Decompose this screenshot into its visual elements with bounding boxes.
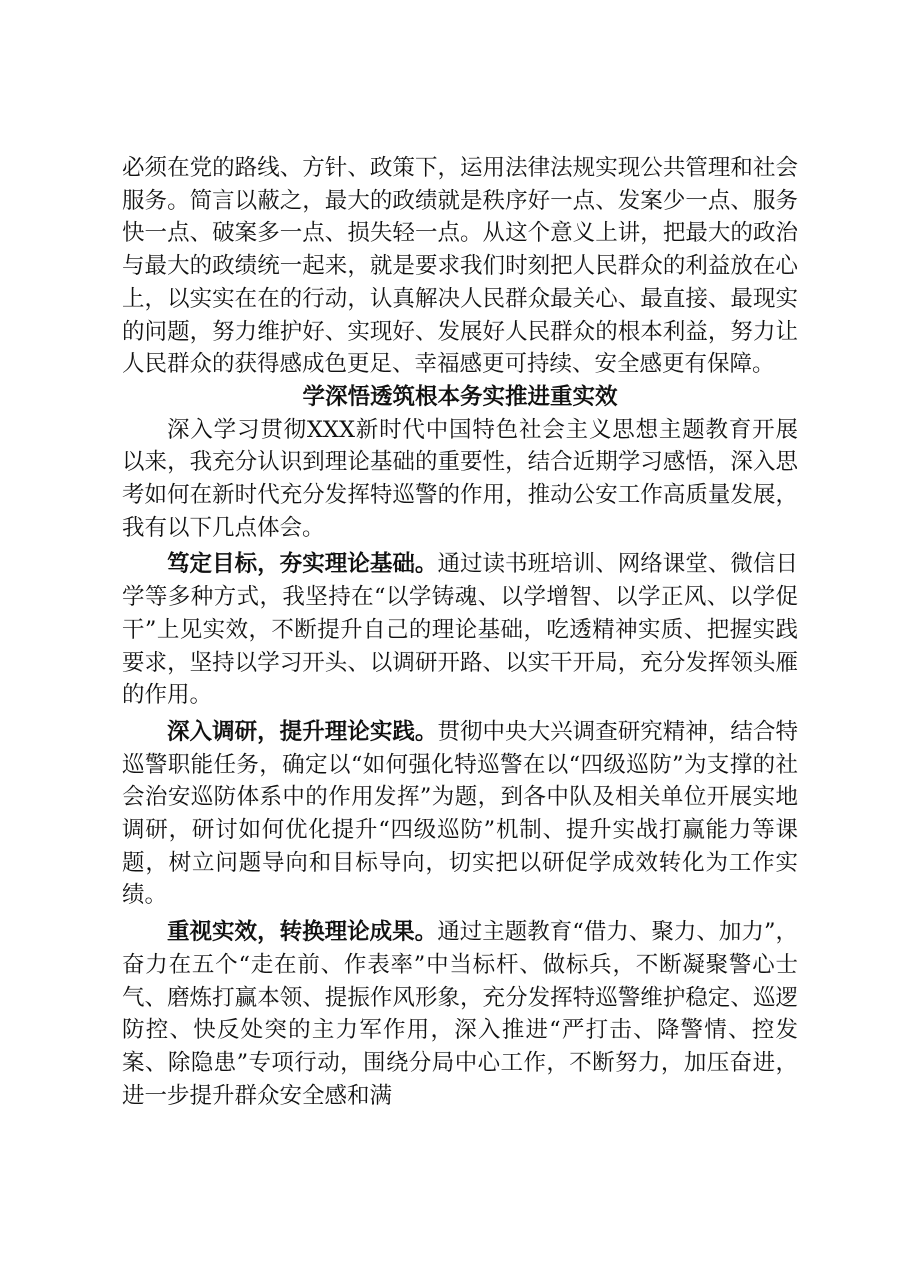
point-2-lead: 深入调研，提升理论实践。: [167, 718, 438, 745]
point-3-body: 通过主题教育“借力、聚力、加力”，奋力在五个“走在前、作表率”中当标杆、做标兵，不断凝聚警心士气、磨炼打赢本领、提振作风形象，充分发挥特巡警维护稳定、巡逻防控、快反处突的主力军作用，深入推进“严打击、降警情、控发案、除隐患”专项行动，围绕分局中心工作，不断努力，加压奋进，进一步提升群众安全感和满: [122, 919, 798, 1109]
paragraph-point-1: [122, 548, 798, 712]
paragraph-continuation: 必须在党的路线、方针、政策下，运用法律法规实现公共管理和社会服务。简言以蔽之，最大的政绩就是秩序好一点、发案少一点、服务快一点、破案多一点、损失轻一点。从这个意义上讲，把最大的政治与最大的政绩统一起来，就是要求我们时刻把人民群众的利益放在心上，以实实在在的行动，认真解决人民群众最关心、最直接、最现实的问题，努力维护好、实现好、发展好人民群众的根本利益，努力让人民群众的获得感成色更足、幸福感更可持续、安全感更有保障。: [122, 155, 798, 378]
paragraph-intro: 深入学习贯彻XXX新时代中国特色社会主义思想主题教育开展以来，我充分认识到理论基础的重要性，结合近期学习感悟，深入思考如何在新时代充分发挥特巡警的作用，推动公安工作高质量发展，我有以下几点体会。: [122, 416, 798, 541]
point-1-body: 通过读书班培训、网络课堂、微信日学等多种方式，我坚持在“以学铸魂、以学增智、以学正风、以学促干”上见实效，不断提升自己的理论基础，吃透精神实质、把握实践要求，坚持以学习开头、以调研开路、以实干开局，充分发挥领头雁的作用。: [122, 551, 798, 709]
document-page: [122, 152, 798, 1112]
point-1-lead: 笃定目标，夯实理论基础。: [167, 551, 438, 578]
paragraph-point-2: [122, 716, 798, 912]
point-3-lead: 重视实效，转换理论成果。: [167, 919, 438, 946]
point-2-body: 贯彻中央大兴调查研究精神，结合特巡警职能任务，确定以“如何强化特巡警在以“四级巡防”为支撑的社会治安巡防体系中的作用发挥”为题，到各中队及相关单位开展实地调研，研讨如何优化提升“四级巡防”机制、提升实战打赢能力等课题，树立问题导向和目标导向，切实把以研促学成效转化为工作实绩。: [122, 718, 798, 909]
section-heading: 学深悟透筑根本务实推进重实效: [302, 383, 618, 410]
paragraph-point-3: [122, 916, 798, 1112]
